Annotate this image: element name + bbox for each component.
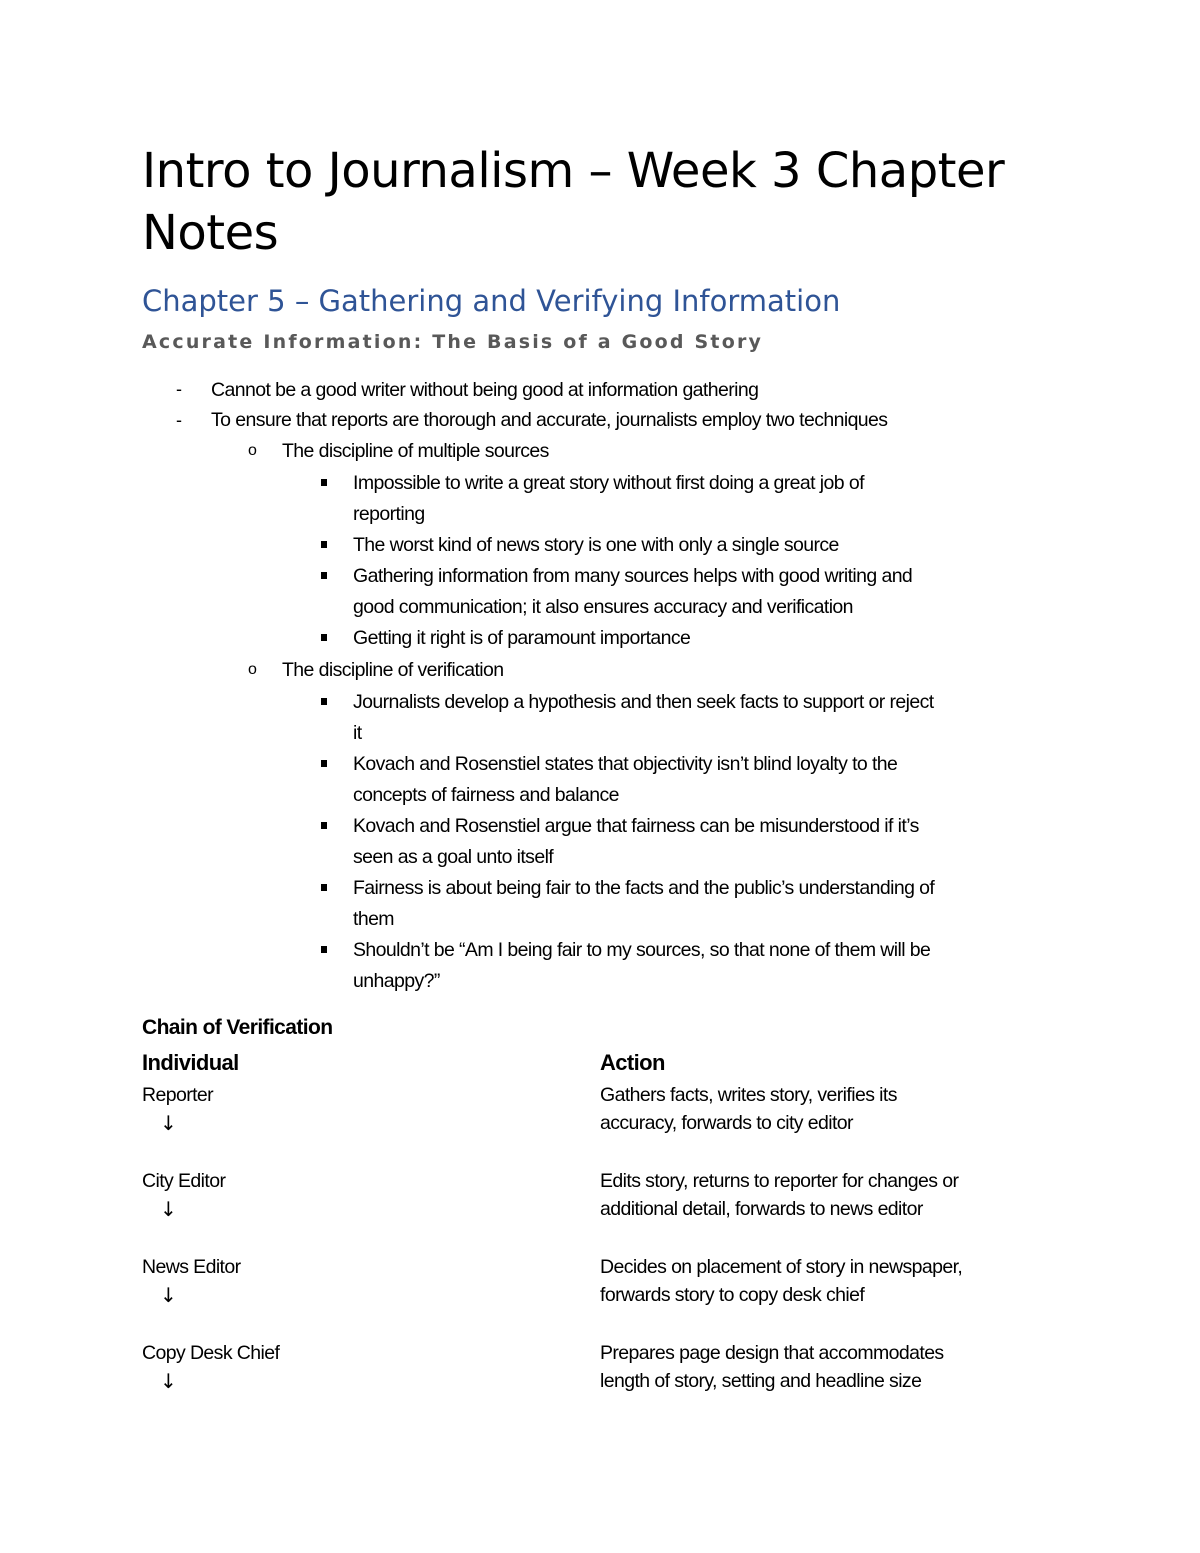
list-item: Kovach and Rosenstiel states that objectivity isn’t blind loyalty to the — [353, 753, 898, 775]
list-item-continuation: good communication; it also ensures accuracy and verification — [353, 596, 853, 618]
list-item: Fairness is about being fair to the facts and the public’s understanding of — [353, 877, 935, 899]
square-bullet-icon — [321, 572, 327, 579]
list-item: The worst kind of news story is one with only a single source — [353, 534, 839, 556]
square-bullet-icon — [321, 479, 327, 486]
list-item: Journalists develop a hypothesis and then seek facts to support or reject — [353, 691, 934, 713]
list-item: Shouldn’t be “Am I being fair to my sources, so that none of them will be — [353, 939, 931, 961]
list-item-continuation: seen as a goal unto itself — [353, 846, 554, 868]
action-cell: Decides on placement of story in newspaper, — [600, 1256, 963, 1278]
list-item-continuation: reporting — [353, 503, 425, 525]
action-cell: Edits story, returns to reporter for changes or — [600, 1170, 959, 1192]
list-item: To ensure that reports are thorough and accurate, journalists employ two techniques — [211, 409, 888, 431]
chapter-heading: Chapter 5 – Gathering and Verifying Information — [142, 284, 841, 318]
document-title: Intro to Journalism – Week 3 Chapter Notes — [142, 143, 1005, 261]
down-arrow-icon: ↓ — [160, 1369, 177, 1393]
square-bullet-icon — [321, 634, 327, 641]
action-cell-continuation: forwards story to copy desk chief — [600, 1284, 865, 1306]
down-arrow-icon: ↓ — [160, 1111, 177, 1135]
list-item: The discipline of verification — [282, 659, 504, 681]
square-bullet-icon — [321, 541, 327, 548]
column-header-individual: Individual — [142, 1050, 239, 1075]
action-cell-continuation: accuracy, forwards to city editor — [600, 1112, 853, 1134]
individual-cell: Reporter — [142, 1084, 214, 1106]
list-item-continuation: concepts of fairness and balance — [353, 784, 619, 806]
individual-cell: Copy Desk Chief — [142, 1342, 280, 1364]
action-cell-continuation: additional detail, forwards to news editor — [600, 1198, 923, 1220]
dash-bullet-icon: - — [176, 410, 182, 430]
list-item: The discipline of multiple sources — [282, 440, 549, 462]
circle-bullet-icon: o — [248, 661, 257, 678]
square-bullet-icon — [321, 946, 327, 953]
list-item: Impossible to write a great story without first doing a great job of — [353, 472, 864, 494]
square-bullet-icon — [321, 884, 327, 891]
action-cell-continuation: length of story, setting and headline size — [600, 1370, 922, 1392]
column-header-action: Action — [600, 1050, 665, 1075]
list-item: Getting it right is of paramount importance — [353, 627, 691, 649]
action-cell: Prepares page design that accommodates — [600, 1342, 944, 1364]
list-item: Kovach and Rosenstiel argue that fairness can be misunderstood if it’s — [353, 815, 919, 837]
list-item-continuation: them — [353, 908, 394, 930]
dash-bullet-icon: - — [176, 379, 182, 399]
individual-cell: City Editor — [142, 1170, 226, 1192]
section-heading: Accurate Information: The Basis of a Good Story — [142, 331, 764, 353]
list-item: Gathering information from many sources helps with good writing and — [353, 565, 913, 587]
circle-bullet-icon: o — [248, 442, 257, 459]
down-arrow-icon: ↓ — [160, 1197, 177, 1221]
action-cell: Gathers facts, writes story, verifies its — [600, 1084, 897, 1106]
list-item-continuation: it — [353, 722, 362, 744]
down-arrow-icon: ↓ — [160, 1283, 177, 1307]
list-item-continuation: unhappy?” — [353, 970, 440, 992]
chain-title: Chain of Verification — [142, 1016, 333, 1039]
list-item: Cannot be a good writer without being good at information gathering — [211, 379, 759, 401]
individual-cell: News Editor — [142, 1256, 241, 1278]
square-bullet-icon — [321, 698, 327, 705]
square-bullet-icon — [321, 760, 327, 767]
square-bullet-icon — [321, 822, 327, 829]
